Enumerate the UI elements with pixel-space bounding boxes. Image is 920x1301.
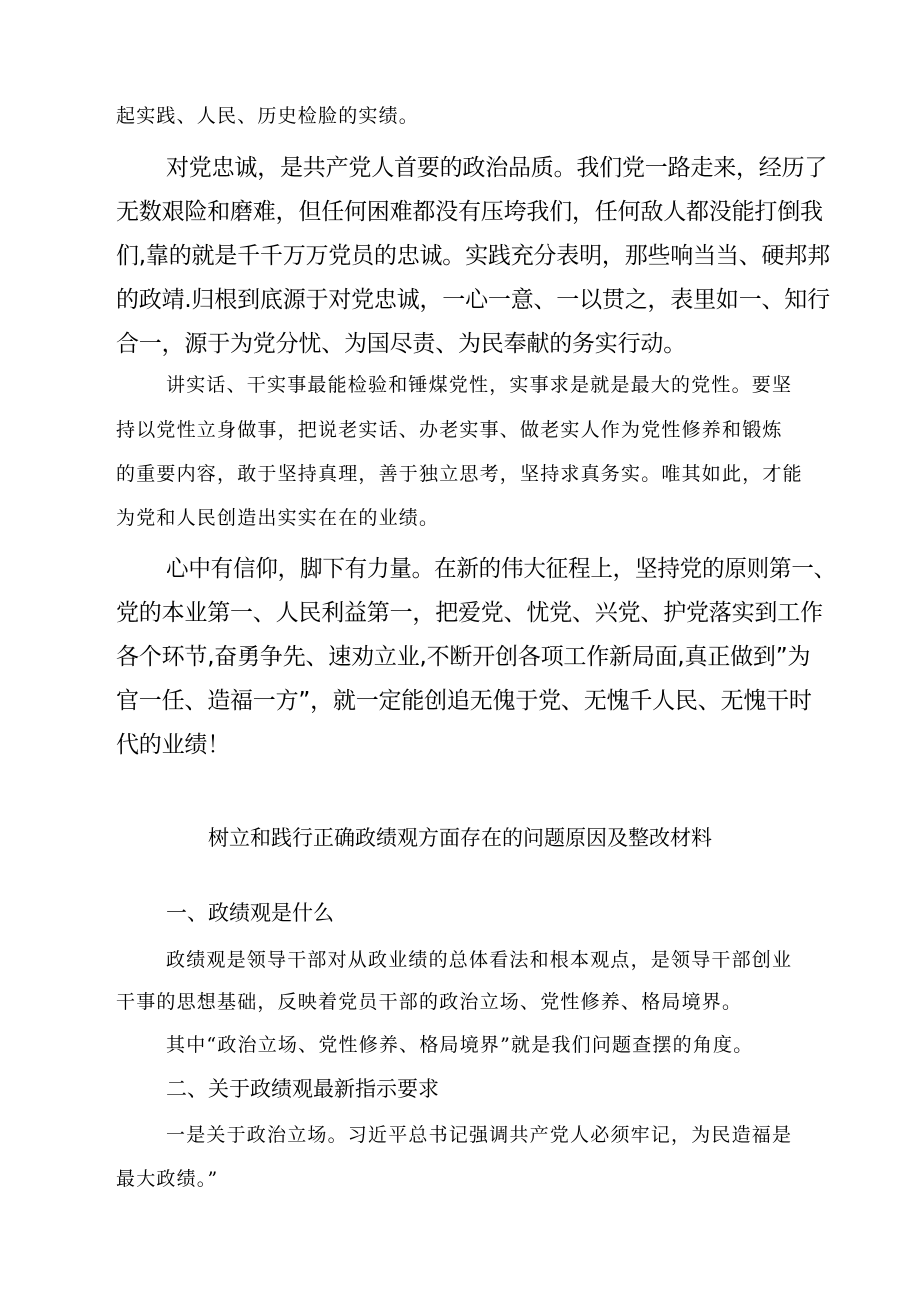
paragraph-line: 官一任、造福一方”，就一定能创追无傀于党、无愧千人民、无愧干时 — [116, 688, 812, 714]
paragraph-line: 对党忠诚，是共产党人首要的政治品质。我们党一路走来，经历了 — [166, 155, 828, 181]
section-heading: 二、关于政绩观最新指示要求 — [166, 1077, 439, 1101]
paragraph-line: 为党和人民创造出实实在在的业绩。 — [116, 507, 440, 529]
paragraph-line: 们,靠的就是千千万万党员的忠诚。实践充分表明，那些响当当、硬邦邦 — [116, 243, 830, 269]
paragraph-line: 的重要内容，敢于坚持真理，善于独立思考，坚持求真务实。唯其如此，才能 — [116, 463, 803, 485]
paragraph-line: 持以党性立身做事，把说老实话、办老实事、做老实人作为党性修养和锻炼 — [116, 419, 783, 441]
paragraph-line: 各个环节,奋勇争先、速劝立业,不断开创各项工作新局面,真正做到”为 — [116, 644, 811, 670]
paragraph-line: 最大政绩。” — [116, 1168, 219, 1190]
paragraph-line: 无数艰险和磨难，但任何困难都没有压垮我们，任何敌人都没能打倒我 — [116, 199, 823, 225]
paragraph-line: 政绩观是领导干部对从政业绩的总体看法和根本观点，是领导干部创业 — [166, 949, 793, 971]
paragraph-line: 代的业绩！ — [116, 732, 231, 758]
paragraph-line: 其中“政治立场、党性修养、格局境界”就是我们问题查摆的角度。 — [166, 1034, 754, 1056]
paragraph-line: 干事的思想基础，反映着党员干部的政治立场、党性修养、格局境界。 — [116, 991, 743, 1013]
paragraph-line: 讲实话、干实事最能检验和锤煤党性，实事求是就是最大的党性。要坚 — [166, 374, 793, 396]
paragraph-line: 合一，源于为党分忧、为国尽责、为民奉献的务实行动。 — [116, 331, 687, 357]
document-title: 树立和践行正确政绩观方面存在的问题原因及整改材料 — [208, 826, 712, 850]
paragraph-line: 起实践、人民、历史检脸的实绩。 — [116, 105, 420, 127]
section-heading: 一、政绩观是什么 — [166, 901, 334, 925]
paragraph-line: 的政靖.归根到底源于对党忠诚，一心一意、一以贯之，表里如一、知行 — [116, 287, 830, 313]
paragraph-line: 党的本业第一、人民利益第一，把爱党、忧党、兴党、护党落实到工作 — [116, 600, 823, 626]
paragraph-line: 一是关于政治立场。习近平总书记强调共产党人必须牢记，为民造福是 — [166, 1124, 793, 1146]
paragraph-line: 心中有信仰，脚下有力量。在新的伟大征程上，坚持党的原则第一、 — [166, 556, 836, 582]
